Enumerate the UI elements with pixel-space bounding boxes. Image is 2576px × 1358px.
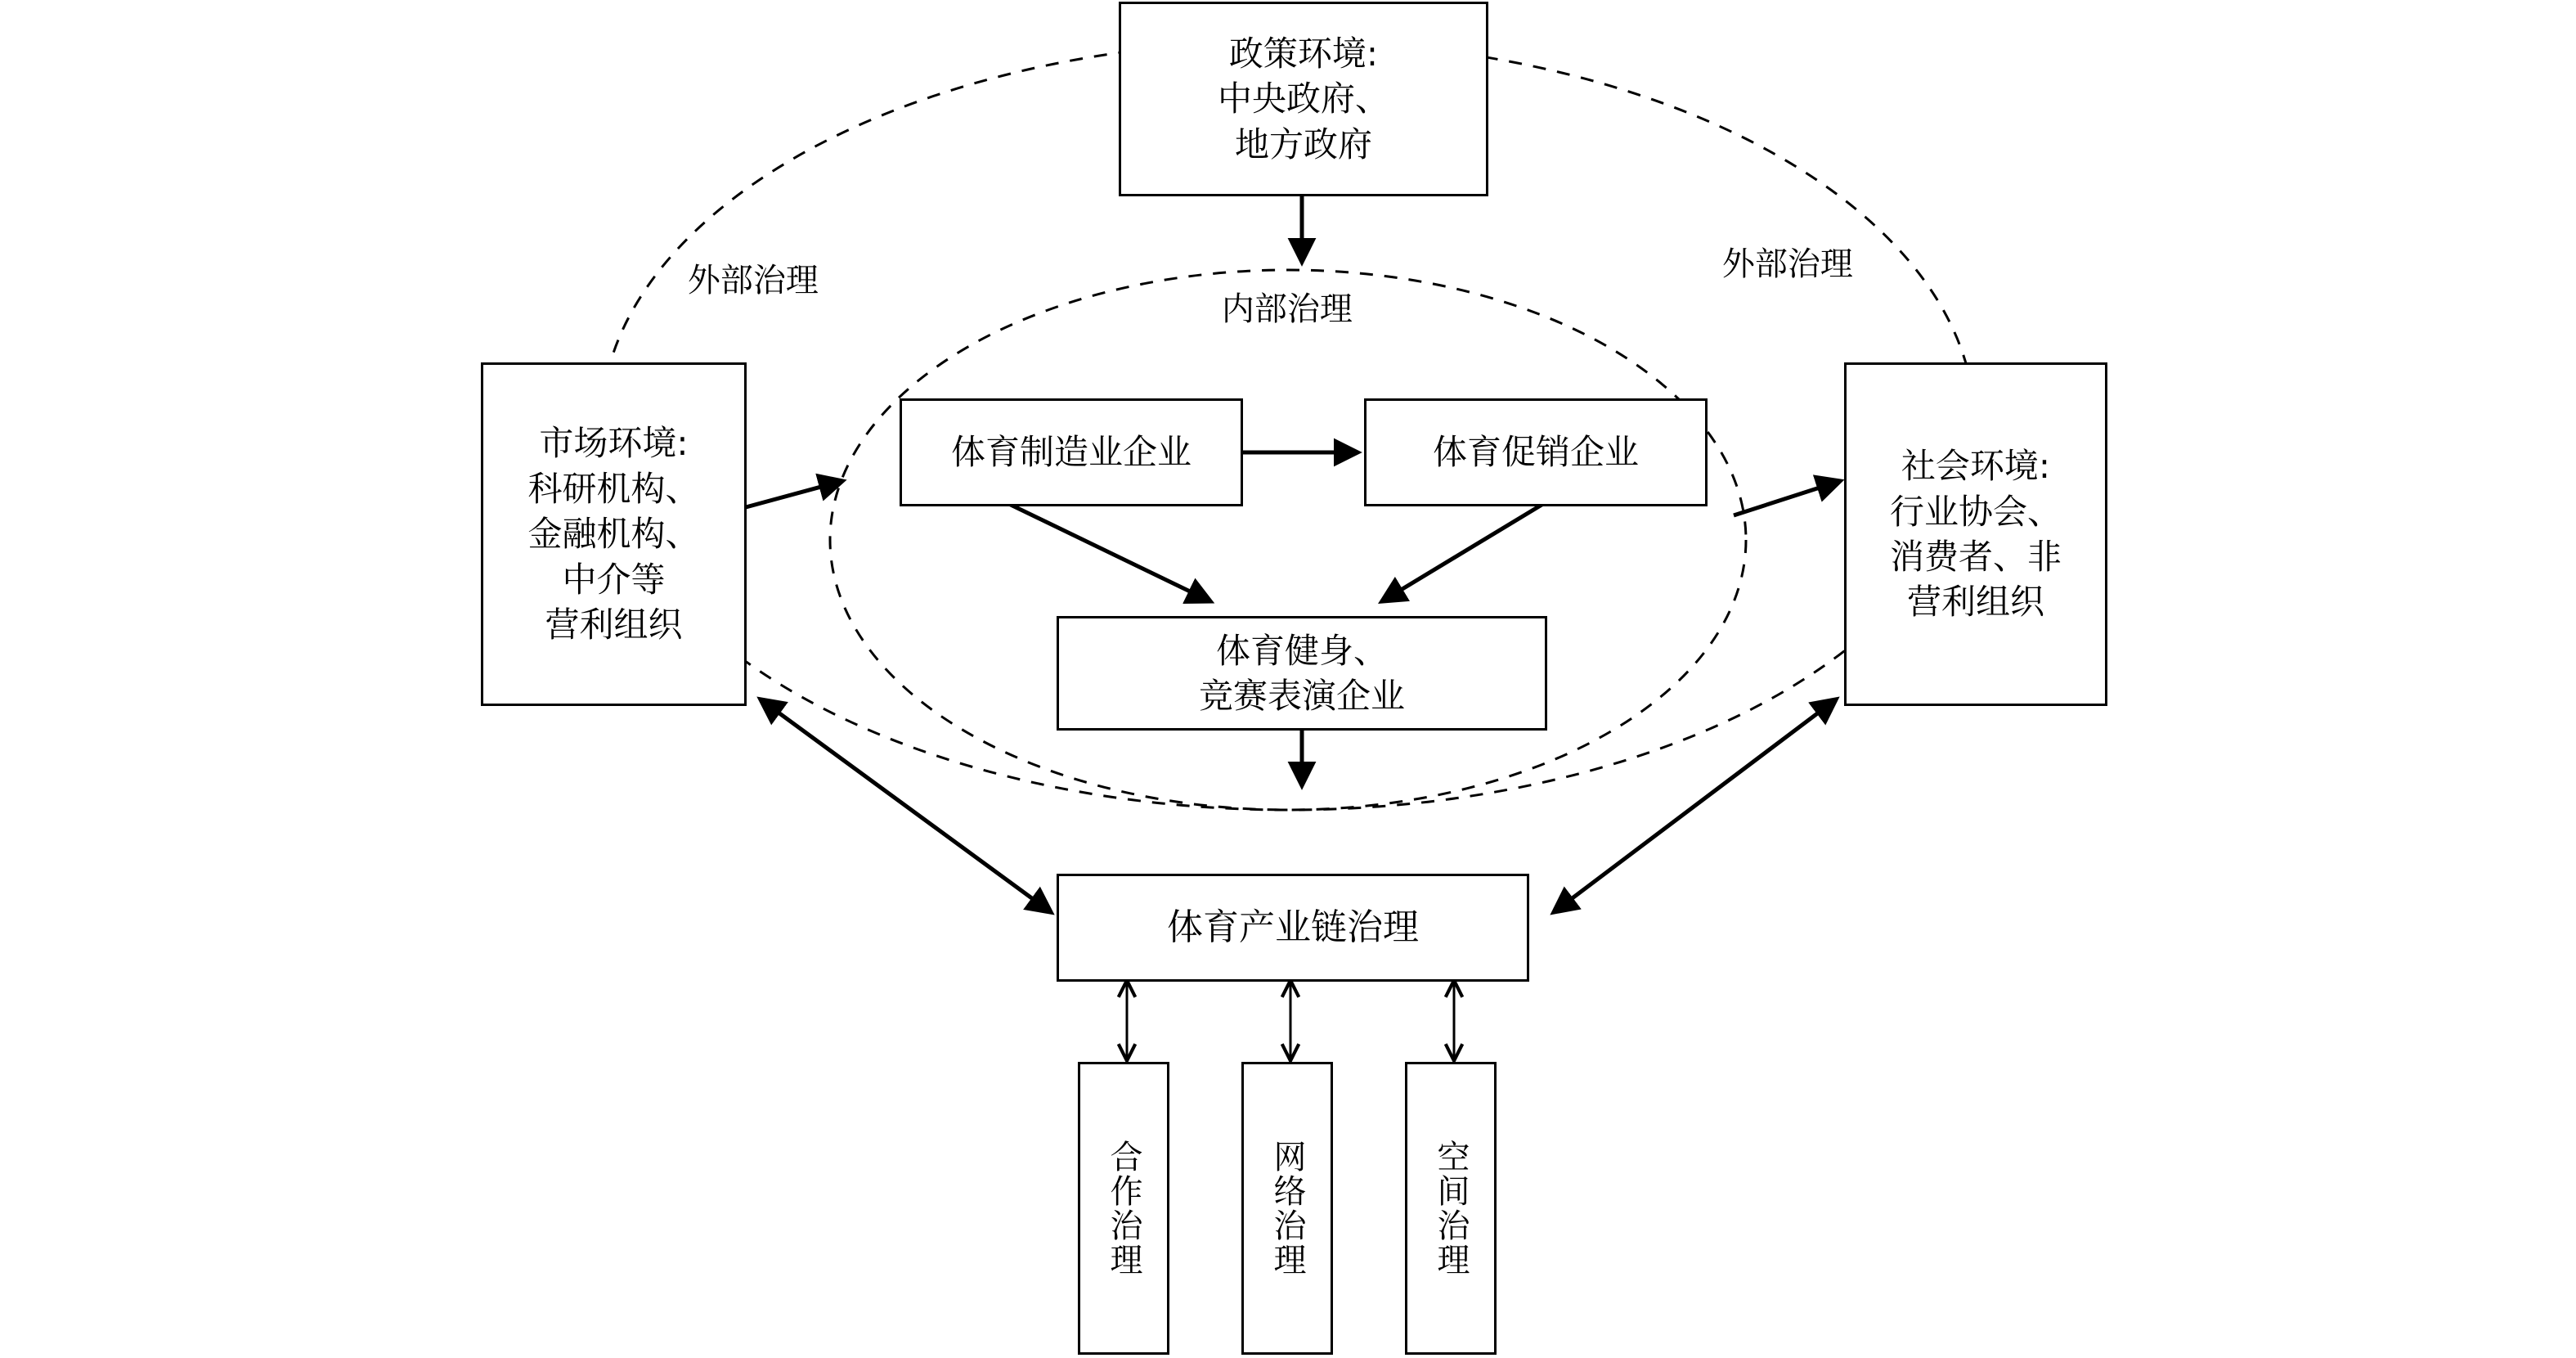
node-policy-line-1: 中央政府、 (1217, 79, 1389, 119)
label-internal-governance (1180, 245, 1353, 367)
node-network-label: 网络治理 (1268, 1140, 1306, 1277)
arrow-internal-to-society (1734, 481, 1840, 515)
node-fitness-line-0: 体育健身、 (1215, 630, 1388, 671)
node-market-line-2: 金融机构、 (527, 514, 700, 555)
label-external-governance-left (646, 217, 819, 339)
label-external-governance-right (1681, 200, 1853, 322)
node-social-line-1: 行业协会、 (1889, 491, 2062, 532)
node-cooperation-governance (1078, 1062, 1169, 1355)
node-space-governance (1405, 1062, 1497, 1355)
node-market-environment (481, 362, 747, 706)
arrow-chain-to-market (761, 699, 1051, 912)
node-network-governance (1241, 1062, 1333, 1355)
node-sports-promotion (1364, 398, 1708, 506)
node-cooperation-label: 合作治理 (1105, 1140, 1142, 1277)
node-market-line-4: 营利组织 (545, 605, 683, 645)
label-external-left-text: 外部治理 (687, 262, 819, 299)
node-manufacturing-label: 体育制造业企业 (950, 432, 1192, 473)
node-social-line-2: 消费者、非 (1889, 537, 2062, 577)
node-policy-line-0: 政策环境: (1228, 33, 1379, 74)
node-market-line-3: 中介等 (562, 559, 666, 600)
label-external-right-text: 外部治理 (1721, 245, 1853, 283)
node-promotion-label: 体育促销企业 (1432, 432, 1639, 473)
label-internal-text: 内部治理 (1221, 290, 1353, 328)
node-fitness-line-1: 竞赛表演企业 (1198, 676, 1405, 716)
node-space-label: 空间治理 (1432, 1140, 1470, 1277)
node-sports-manufacturing (900, 398, 1243, 506)
arrow-market-to-internal (746, 481, 842, 507)
node-social-environment (1844, 362, 2107, 706)
node-market-line-0: 市场环境: (539, 423, 689, 464)
node-sports-fitness-competition (1057, 616, 1547, 731)
node-chain-governance-label: 体育产业链治理 (1167, 906, 1419, 948)
node-social-line-3: 营利组织 (1906, 582, 2044, 623)
node-policy-line-2: 地方政府 (1234, 124, 1372, 164)
node-policy-environment (1119, 2, 1488, 196)
arrow-chain-to-society (1554, 699, 1836, 912)
node-chain-governance (1057, 874, 1529, 982)
node-market-line-1: 科研机构、 (527, 468, 700, 509)
node-social-line-0: 社会环境: (1901, 446, 2051, 487)
